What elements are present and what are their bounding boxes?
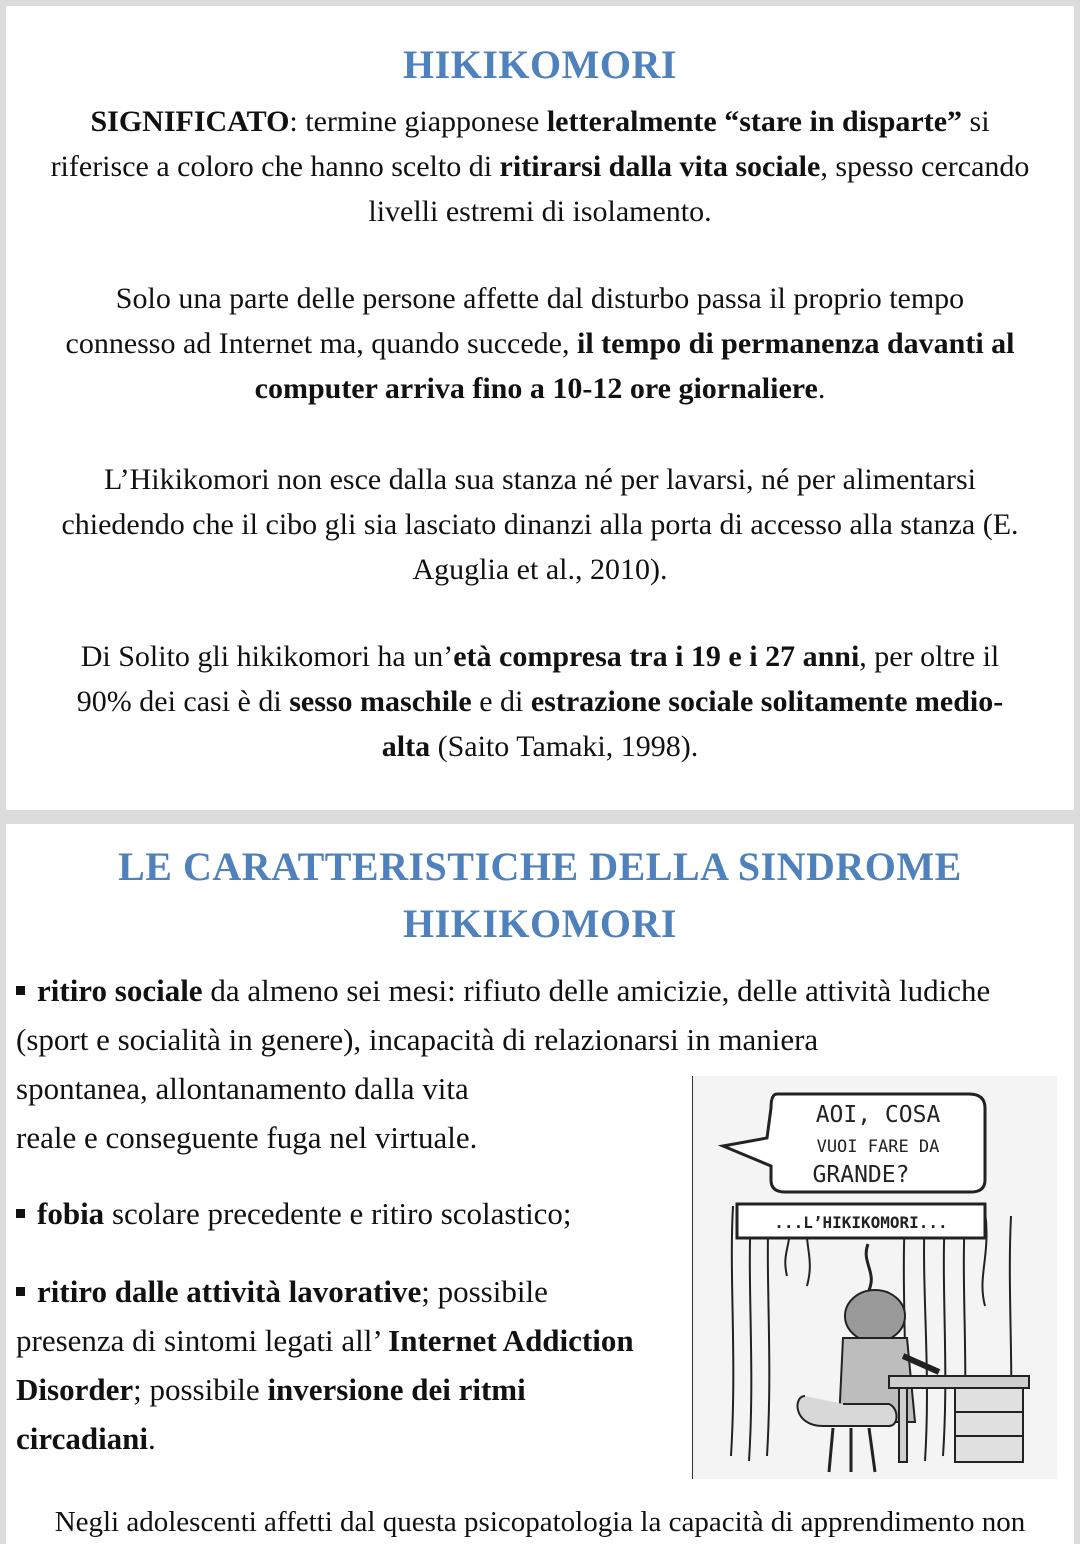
hikikomori-comic-illustration [692,1076,1057,1479]
bold-text: estrazione sociale solitamente medio-alta [381,685,1004,763]
text: scolare precedente e ritiro scolastico; [104,1196,572,1231]
text: e di [471,685,531,718]
text: ; possibile presenza di sintomi legati all’ [16,1274,548,1358]
text: ; possibile [133,1372,268,1407]
page-title: HIKIKOMORI [403,42,677,87]
text: (Saito Tamaki, 1998). [430,730,699,763]
bullet-square-icon [16,1287,25,1296]
bubble-line-3: GRANDE? [812,1162,910,1188]
comic-drawing [693,1076,1057,1479]
paragraph-meaning [40,99,1040,234]
bullet-square-icon [16,986,25,995]
bold-text: fobia [37,1196,105,1231]
paragraph-demographics [75,634,1005,769]
document-page-1 [6,6,1074,810]
bold-text: ritiro sociale [37,973,203,1008]
bold-text: ritiro dalle attività lavorative [37,1274,422,1309]
bold-text: letteralmente “stare in disparte” [546,105,963,138]
bold-text: ritirarsi dalla vita sociale [499,150,821,183]
bullet-work-withdrawal [16,1267,636,1463]
text: , per oltre il 90% dei casi è di [76,640,1000,718]
continued-paragraph-partial: Negli adolescenti affetti dal questa psicopatologia la capacità di apprendimento non [54,1506,1026,1538]
text: Solo una parte delle persone affette dal disturbo passa il proprio tempo connesso ad Internet ma, quando succede, [65,282,965,360]
text: si riferisce a coloro che hanno scelto di [50,105,990,183]
bullet-square-icon [16,1209,25,1218]
paragraph-internet-time [60,276,1020,411]
bubble-line-2: VUOI FARE DA [816,1137,940,1157]
document-page-2 [6,824,1074,1544]
bold-text: il tempo di permanenza davanti al computer arriva fino a 10-12 ore giornaliere [254,327,1015,405]
bold-text: età compresa tra i 19 e i 27 anni [453,640,860,673]
text: . [817,372,826,405]
bubble-line-1: AOI, COSA [815,1102,941,1128]
text: , spesso cercando livelli estremi di isolamento. [368,150,1030,228]
bold-text: sesso maschile [289,685,472,718]
section-title [6,824,1074,952]
bold-text: inversione dei ritmi circadiani [16,1372,526,1456]
section-title-line-1: LE CARATTERISTICHE DELLA SINDROME [118,844,962,889]
bullet-school-phobia [16,1189,676,1238]
paragraph-isolation: L’Hikikomori non esce dalla sua stanza né per lavarsi, né per alimentarsi chiedendo che il cibo gli sia lasciato dinanzi alla porta di accesso alla stanza (E. Aguglia et al., 2010). [61,463,1019,586]
bold-text: Internet Addiction Disorder [16,1323,634,1407]
text: spontanea, allontanamento dalla vita [16,1071,469,1106]
section-title-line-2: HIKIKOMORI [403,901,677,946]
comic-caption: ...L’HIKIKOMORI... [774,1213,948,1232]
text: Di Solito gli hikikomori ha un’ [80,640,454,673]
text: : termine giapponese [289,105,547,138]
text: . [148,1421,156,1456]
label-significato: SIGNIFICATO [90,105,290,138]
text: reale e conseguente fuga nel virtuale. [16,1120,478,1155]
text: da almeno sei mesi: rifiuto delle amicizie, delle attività ludiche (sport e socialità in genere), incapacità di relazionarsi in maniera [16,973,991,1057]
